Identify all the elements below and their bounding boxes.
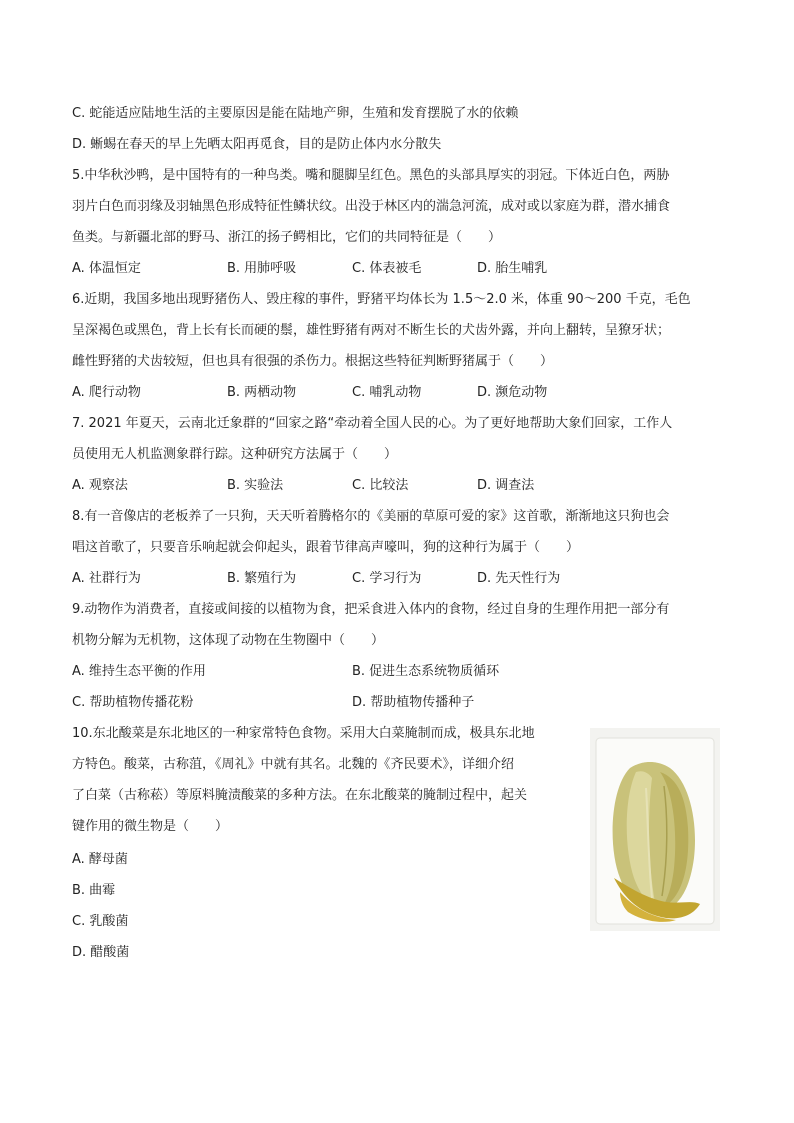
- q9-option-c: C. 帮助植物传播花粉: [72, 695, 194, 710]
- q5-text-line: 鱼类。与新疆北部的野马、浙江的扬子鳄相比，它们的共同特征是（ ）: [72, 230, 502, 245]
- q5-option-b: B. 用肺呼吸: [227, 261, 297, 276]
- q7-option-b: B. 实验法: [227, 478, 284, 493]
- q9-text-line: 机物分解为无机物，这体现了动物在生物圈中（ ）: [72, 633, 385, 648]
- q9-option-b: B. 促进生态系统物质循环: [352, 664, 500, 679]
- q6-option-c: C. 哺乳动物: [352, 385, 422, 400]
- q9-option-a: A. 维持生态平衡的作用: [72, 664, 206, 679]
- q9-text-line: 9.动物作为消费者，直接或间接的以植物为食，把采食进入体内的食物，经过自身的生理作用把一部分有: [72, 602, 670, 617]
- q8-option-d: D. 先天性行为: [477, 571, 561, 586]
- q10-option-b: B. 曲霉: [72, 883, 116, 898]
- pickled-cabbage-photo: [590, 728, 720, 931]
- q7-option-d: D. 调查法: [477, 478, 535, 493]
- q7-option-c: C. 比较法: [352, 478, 409, 493]
- q8-text-line: 唱这首歌了，只要音乐响起就会仰起头，跟着节律高声嚎叫，狗的这种行为属于（ ）: [72, 540, 580, 555]
- q6-option-d: D. 濒危动物: [477, 385, 548, 400]
- q7-text-line: 员使用无人机监测象群行踪。这种研究方法属于（ ）: [72, 447, 398, 462]
- q6-option-b: B. 两栖动物: [227, 385, 297, 400]
- q10-option-a: A. 酵母菌: [72, 852, 128, 867]
- q9-option-d: D. 帮助植物传播种子: [352, 695, 475, 710]
- q6-text-line: 呈深褐色或黑色，背上长有长而硬的鬃，雄性野猪有两对不断生长的犬齿外露，并向上翻转，呈獠牙状；: [72, 323, 671, 338]
- q8-option-a: A. 社群行为: [72, 571, 141, 586]
- q10-text-line: 10.东北酸菜是东北地区的一种家常特色食物。采用大白菜腌制而成，极具东北地: [72, 726, 535, 741]
- q6-text-line: 6.近期，我国多地出现野猪伤人、毁庄稼的事件，野猪平均体长为 1.5～2.0 米，体重 90～200 千克，毛色: [72, 292, 691, 307]
- q10-option-d: D. 醋酸菌: [72, 945, 130, 960]
- q7-option-a: A. 观察法: [72, 478, 128, 493]
- q8-text-line: 8.有一音像店的老板养了一只狗，天天听着腾格尔的《美丽的草原可爱的家》这首歌，渐渐地这只狗也会: [72, 509, 670, 524]
- q5-option-a: A. 体温恒定: [72, 261, 141, 276]
- q5-option-d: D. 胎生哺乳: [477, 261, 548, 276]
- pickled-cabbage-illustration: [590, 728, 720, 931]
- q5-text-line: 5.中华秋沙鸭，是中国特有的一种鸟类。嘴和腿脚呈红色。黑色的头部具厚实的羽冠。下体近白色，两胁: [72, 168, 670, 183]
- q6-option-a: A. 爬行动物: [72, 385, 141, 400]
- q5-option-c: C. 体表被毛: [352, 261, 422, 276]
- q10-option-c: C. 乳酸菌: [72, 914, 129, 929]
- q10-text-line: 了白菜（古称菘）等原料腌渍酸菜的多种方法。在东北酸菜的腌制过程中，起关: [72, 788, 528, 803]
- q10-text-line: 方特色。酸菜，古称菹，《周礼》中就有其名。北魏的《齐民要术》，详细介绍: [72, 757, 515, 772]
- q8-option-b: B. 繁殖行为: [227, 571, 297, 586]
- q10-text-line: 键作用的微生物是（ ）: [72, 819, 229, 834]
- q4-option-d: D. 蜥蜴在春天的早上先晒太阳再觅食，目的是防止体内水分散失: [72, 137, 442, 152]
- q7-text-line: 7. 2021 年夏天，云南北迁象群的“回家之路“牵动着全国人民的心。为了更好地帮助大象们回家，工作人: [72, 416, 673, 431]
- q5-text-line: 羽片白色而羽缘及羽轴黑色形成特征性鳞状纹。出没于林区内的湍急河流，成对或以家庭为群，潜水捕食: [72, 199, 671, 214]
- q4-option-c: C. 蛇能适应陆地生活的主要原因是能在陆地产卵，生殖和发育摆脱了水的依赖: [72, 106, 519, 121]
- q6-text-line: 雌性野猪的犬齿较短，但也具有很强的杀伤力。根据这些特征判断野猪属于（ ）: [72, 354, 554, 369]
- q8-option-c: C. 学习行为: [352, 571, 422, 586]
